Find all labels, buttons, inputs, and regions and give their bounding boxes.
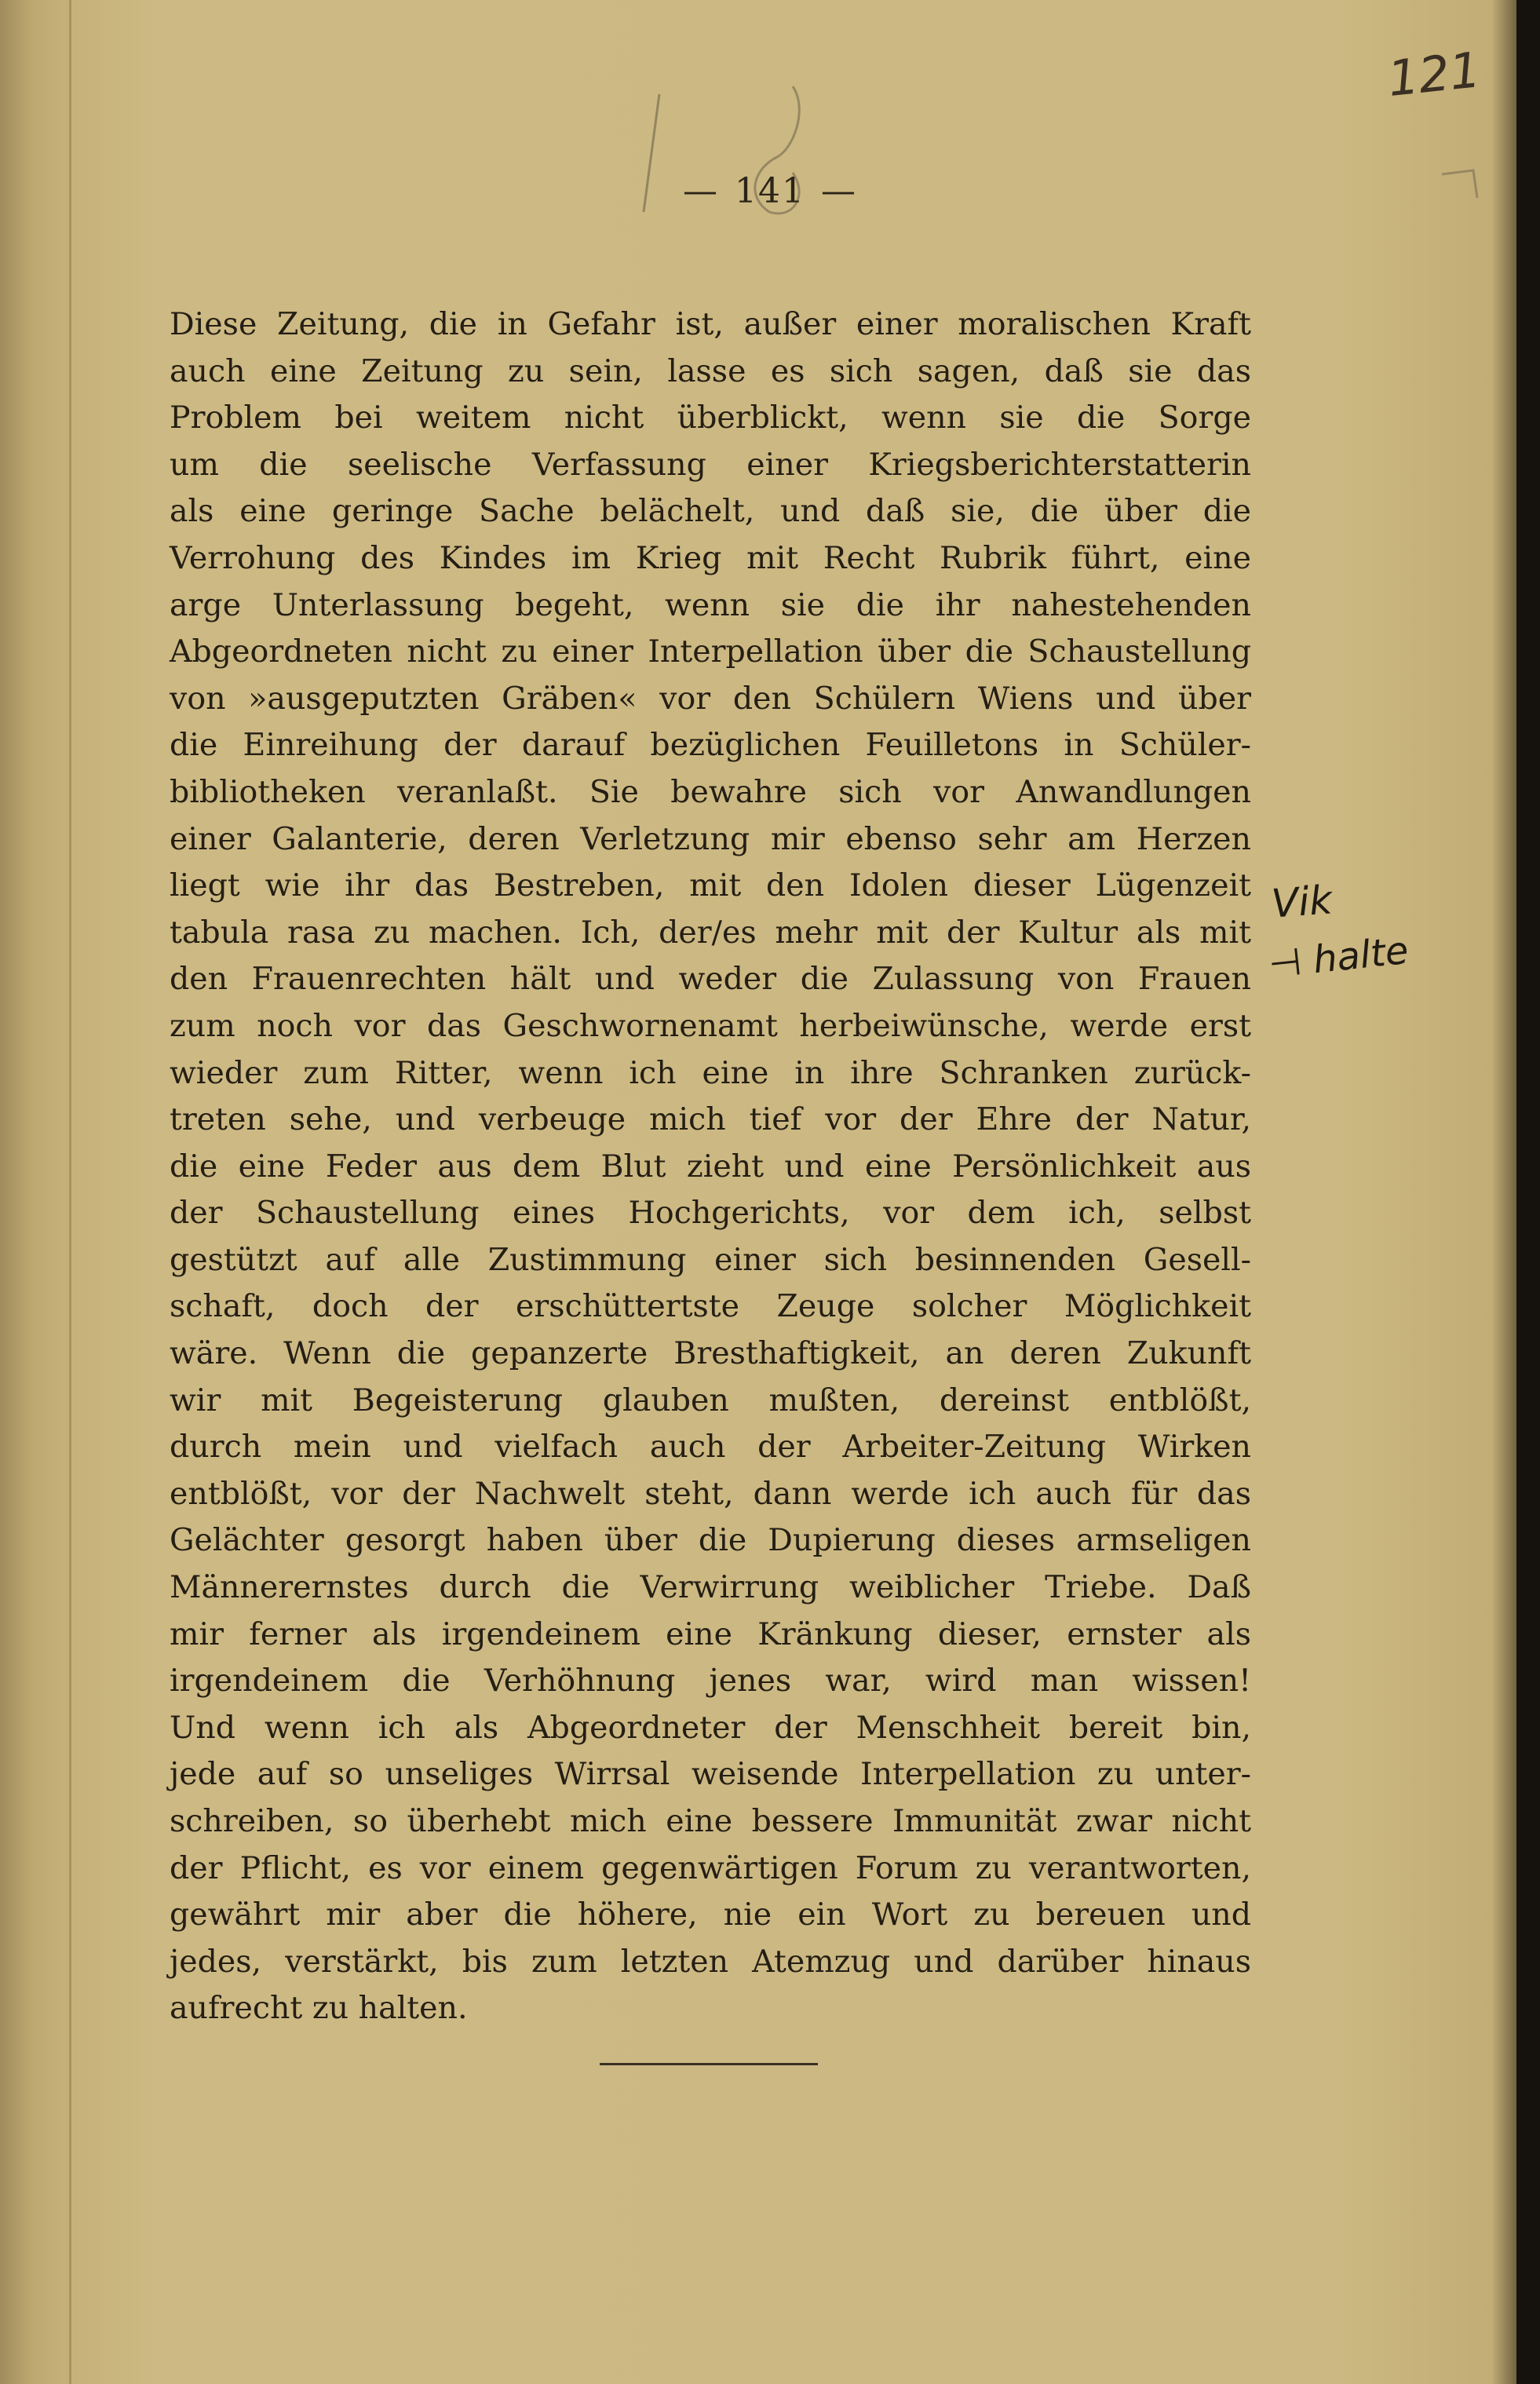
text-line: schaft, doch der erschüttertste Zeuge solcher Möglichkeit bbox=[170, 1288, 1251, 1325]
text-line: tabula rasa zu machen. Ich, der/es mehr mit der Kultur als mit bbox=[170, 914, 1251, 951]
margin-note-handwritten: ⊣ halte bbox=[1266, 928, 1411, 988]
text-line: Problem bei weitem nicht überblickt, wenn sie die Sorge bbox=[170, 400, 1251, 436]
margin-note-handwritten: Vik bbox=[1270, 877, 1334, 927]
text-line: schreiben, so überhebt mich eine bessere Immunität zwar nicht bbox=[170, 1803, 1251, 1839]
text-line: jedes, verstärkt, bis zum letzten Atemzug und darüber hinaus bbox=[170, 1943, 1251, 1980]
text-line: arge Unterlassung begeht, wenn sie die ihr nahestehenden bbox=[170, 586, 1251, 623]
text-line: wäre. Wenn die gepanzerte Bresthaftigkeit, an deren Zukunft bbox=[170, 1335, 1251, 1372]
text-line: um die seelische Verfassung einer Kriegsberichterstatterin bbox=[170, 446, 1251, 483]
text-line: die eine Feder aus dem Blut zieht und eine Persönlichkeit aus bbox=[170, 1148, 1251, 1185]
text-line: Und wenn ich als Abgeordneter der Menschheit bereit bin, bbox=[170, 1709, 1251, 1746]
page-header bbox=[0, 171, 1540, 211]
text-line: von »ausgeputzten Gräben« vor den Schülern Wiens und über bbox=[170, 680, 1251, 717]
text-line: Gelächter gesorgt haben über die Dupierung dieses armseligen bbox=[170, 1522, 1251, 1559]
text-line: wir mit Begeisterung glauben mußten, dereinst entblößt, bbox=[170, 1382, 1251, 1418]
text-line: treten sehe, und verbeuge mich tief vor der Ehre der Natur, bbox=[170, 1101, 1251, 1138]
text-line: durch mein und vielfach auch der Arbeiter-Zeitung Wirken bbox=[170, 1429, 1251, 1466]
page-edge bbox=[1516, 0, 1540, 2384]
text-line: liegt wie ihr das Bestreben, mit den Idolen dieser Lügenzeit bbox=[170, 867, 1251, 904]
text-line: der Pflicht, es vor einem gegenwärtigen Forum zu verantworten, bbox=[170, 1849, 1251, 1886]
text-line: gewährt mir aber die höhere, nie ein Wort zu bereuen und bbox=[170, 1897, 1251, 1933]
text-line: einer Galanterie, deren Verletzung mir ebenso sehr am Herzen bbox=[170, 820, 1251, 857]
text-line: Diese Zeitung, die in Gefahr ist, außer einer moralischen Kraft bbox=[170, 306, 1251, 342]
folio-number: 121 bbox=[1385, 41, 1483, 108]
text-line-last: aufrecht zu halten. bbox=[170, 1990, 468, 2027]
header-dash-right: — bbox=[820, 171, 857, 211]
text-line: jede auf so unseliges Wirrsal weisende Interpellation zu unter- bbox=[170, 1756, 1251, 1793]
text-line: die Einreihung der darauf bezüglichen Feuilletons in Schüler- bbox=[170, 727, 1251, 764]
text-line: als eine geringe Sache belächelt, und daß sie, die über die bbox=[170, 493, 1251, 530]
text-line: irgendeinem die Verhöhnung jenes war, wird man wissen! bbox=[170, 1663, 1251, 1699]
text-line: Männerernstes durch die Verwirrung weiblicher Triebe. Daß bbox=[170, 1569, 1251, 1606]
header-dash-left: — bbox=[683, 171, 719, 211]
text-line: Verrohung des Kindes im Krieg mit Recht Rubrik führt, eine bbox=[170, 539, 1251, 576]
text-line: gestützt auf alle Zustimmung einer sich besinnenden Gesell- bbox=[170, 1241, 1251, 1278]
text-line: den Frauenrechten hält und weder die Zulassung von Frauen bbox=[170, 961, 1251, 998]
body-paragraph bbox=[170, 301, 1251, 2032]
text-line: Abgeordneten nicht zu einer Interpellation über die Schaustellung bbox=[170, 633, 1251, 670]
page-number: 141 bbox=[735, 171, 805, 211]
text-line: mir ferner als irgendeinem eine Kränkung dieser, ernster als bbox=[170, 1615, 1251, 1652]
text-line: bibliotheken veranlaßt. Sie bewahre sich vor Anwandlungen bbox=[170, 773, 1251, 810]
text-line: der Schaustellung eines Hochgerichts, vor dem ich, selbst bbox=[170, 1195, 1251, 1232]
text-line: zum noch vor das Geschwornenamt herbeiwünsche, werde erst bbox=[170, 1007, 1251, 1044]
section-divider bbox=[600, 2063, 818, 2065]
text-line: entblößt, vor der Nachwelt steht, dann werde ich auch für das bbox=[170, 1475, 1251, 1512]
text-line: wieder zum Ritter, wenn ich eine in ihre Schranken zurück- bbox=[170, 1054, 1251, 1091]
gutter-shadow bbox=[69, 0, 71, 2384]
text-line: auch eine Zeitung zu sein, lasse es sich sagen, daß sie das bbox=[170, 352, 1251, 389]
